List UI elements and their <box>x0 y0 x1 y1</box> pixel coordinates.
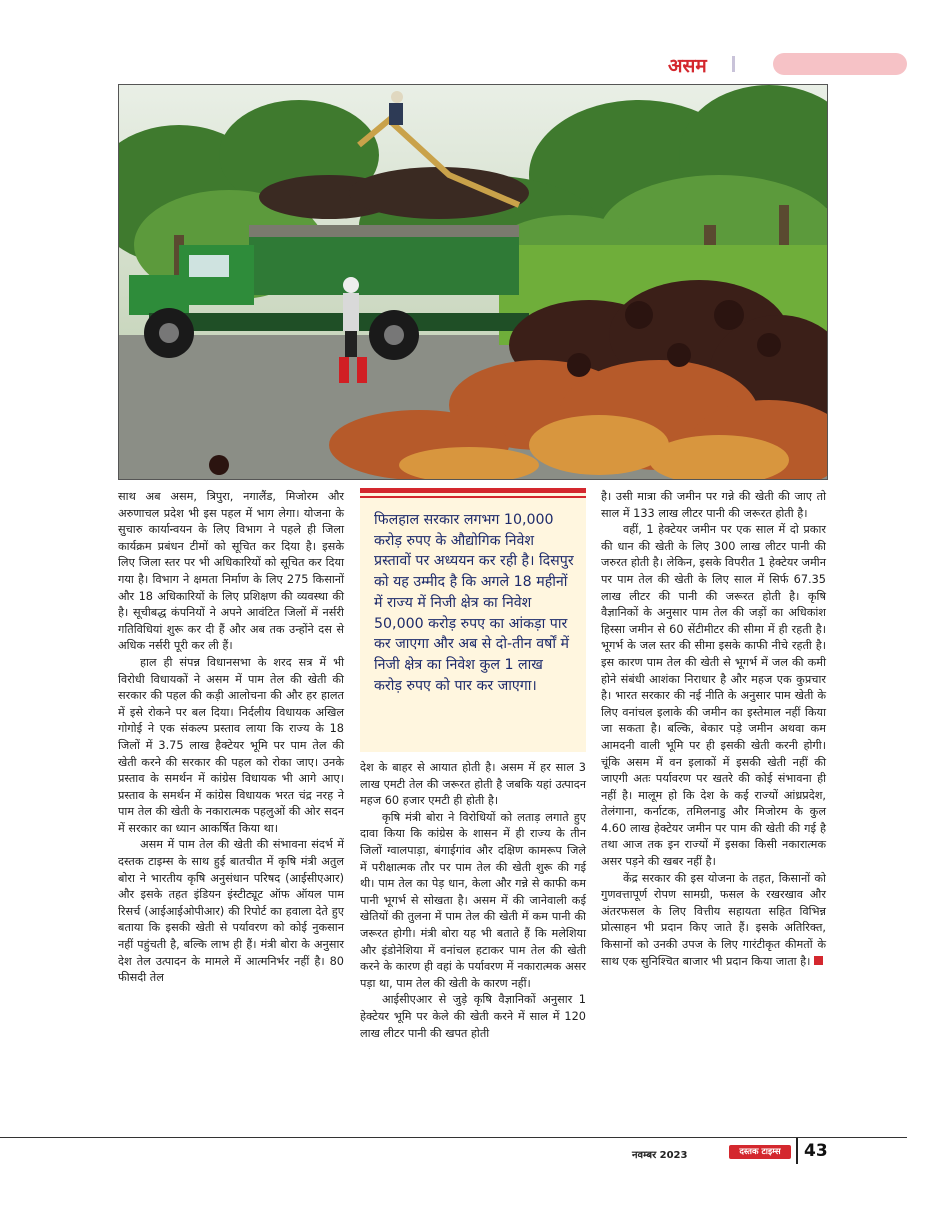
header-divider <box>732 56 735 72</box>
magazine-brand: दस्तक टाइम्स <box>729 1145 791 1159</box>
footer-divider <box>796 1138 798 1164</box>
pull-quote-rule <box>360 496 586 498</box>
article-column-1 <box>118 489 344 987</box>
paragraph: वहीं, 1 हेक्टेयर जमीन पर एक साल में दो प्रकार की धान की खेती के लिए 300 लाख लीटर पानी की जरुरत होती है। लेकिन, इसके विपरीत 1 हेक्टेयर जमीन पर पाम तेल की खेती के लिए साल में सिर्फ 67.35 लाख लीटर की पानी की जरूरत होती है। कृषि वैज्ञानिकों के अनुसार पाम तेल की जड़ों का अधिकांश हिस्सा जमीन से 60 सेंटीमीटर की सीमा में ही रहती है। भूगर्भ के जल स्तर की सीमा इसके काफी नीचे रहती है। इस कारण पाम तेल की खेती से भूगर्भ में जल की कमी होने संबंधी आशंका निराधार है और महज एक कुप्रचार है। भारत सरकार की नई नीति के अनुसार पाम खेती के लिए वनांचल इलाके की जमीन का इस्तेमाल नहीं किया जा सकता है। बल्कि, बेकार पड़े जमीन अथवा कम आमदनी वाली भूमि पर ही इसकी खेती करनी होगी। चूंकि असम में वन इलाकों में इसकी खेती नहीं की जाएगी अतः पर्यावरण पर खतरे की कोई संभावना ही नहीं है। मालूम हो कि देश के कई राज्यों आंध्रप्रदेश, तेलंगाना, कर्नाटक, तमिलनाडु और मिजोरम के कुल 4.60 लाख हेक्टेयर जमीन पर पाम की खेती की गई है तथा आज तक इन राज्यों में इसका किसी नकारात्मक असर पड़ने की खबर नहीं है। <box>601 523 826 869</box>
paragraph: आईसीएआर से जुड़े कृषि वैज्ञानिकों अनुसार 1 हेक्टेयर भूमि पर केले की खेती करने में साल में 120 लाख लीटर पानी की खपत होती <box>360 993 586 1040</box>
paragraph: कृषि मंत्री बोरा ने विरोधियों को लताड़ लगाते हुए दावा किया कि कांग्रेस के शासन में ही राज्य के तीन जिलों ग्वालपाड़ा, बंगाईगांव और दक्षिण कामरूप जिले में परीक्षात्मक तौर पर पाम तेल की खेती शुरू की गई थी। पाम तेल का पेड़ धान, केला और गन्ने से काफी कम पानी भूगर्भ से सोखता है। असम में की जानेवाली कई खेतियों की तुलना में पाम तेल की खेती में कम पानी की जरूरत होगी। मंत्री बोरा यह भी बताते हैं कि मलेशिया और इंडोनेशिया में वनांचल हटाकर पाम तेल की खेती करने के कारण ही वहां के पर्यावरण में नकारात्मक असर पड़ा था, पाम तेल की खेती के कारण नहीं। <box>360 810 586 990</box>
article-photo <box>118 84 828 480</box>
paragraph: हाल ही संपन्न विधानसभा के शरद सत्र में भी विरोधी विधायकों ने असम में पाम तेल की खेती की सरकार की पहल की कड़ी आलोचना की और हर हालत में इसे रोकने पर बल दिया। निर्दलीय विधायक अखिल गोगोई ने एक संकल्प प्रस्ताव लाया कि राज्य के 18 जिलों में 3.75 लाख हैक्टेयर भूमि पर पाम तेल की खेती करने की सरकार की पहल को रोका जाए। उनके प्रस्ताव के समर्थन में कांग्रेस विधायक भी आगे आए। प्रस्ताव के समर्थन में कांग्रेस विधायक भरत चंद्र नरह ने पाम तेल की खेती के नकारात्मक पहलुओं की ओर सदन में सरकार का ध्यान आकर्षित किया था। <box>118 655 344 835</box>
page-header <box>0 48 945 80</box>
pull-quote-rule <box>360 488 586 493</box>
article-column-2 <box>360 760 586 1042</box>
paragraph: साथ अब असम, त्रिपुरा, नगालैंड, मिजोरम और अरुणाचल प्रदेश भी इस पहल में भाग लेगा। योजना के सुचारु कार्यान्वयन के लिए विभाग ने पहले ही जिला कार्यक्रम प्रबंधन टीमों को सूचित कर दिया है। इसके लिए जिला स्तर पर भी अधिकारियों को सूचित कर दिया गया है। विभाग ने क्षमता निर्माण के लिए 275 किसानों और 18 अधिकारियों के लिए प्रशिक्षण की व्यवस्था की है। सूचीबद्ध कंपनियों ने अपने आवंटित जिलों में नर्सरी गतिविधियां शुरू कर दी हैं और अब तक उन्होंने दस से अधिक नर्सरी पूरी कर ली हैं। <box>118 490 344 653</box>
pull-quote-text: फिलहाल सरकार लगभग 10,000 करोड़ रुपए के औद्योगिक निवेश प्रस्तावों पर अध्ययन कर रही है। दिसपुर को यह उम्मीद है कि अगले 18 महीनों में राज्य में निजी क्षेत्र का निवेश 50,000 करोड़ रुपए का आंकड़ा पार कर जाएगा और अब से दो-तीन वर्षों में निजी क्षेत्र का निवेश कुल 1 लाख करोड़ रुपए को पार कर जाएगा। <box>374 512 574 694</box>
page-number: 43 <box>804 1141 828 1161</box>
header-pill-decoration <box>773 53 907 75</box>
article-column-3 <box>601 489 826 970</box>
paragraph: असम में पाम तेल की खेती की संभावना संदर्भ में दस्तक टाइम्स के साथ हुई बातचीत में कृषि मंत्री अतुल बोरा ने भारतीय कृषि अनुसंधान परिषद (आईसीएआर) और इसके तहत इंडियन इंस्टीट्यूट ऑफ ऑयल पाम रिसर्च (आईआईओपीआर) की रिपोर्ट का हवाला देते हुए बताया कि इसकी खेती से पर्यावरण को कोई नुकसान नहीं पहुंचती है, बल्कि लाभ ही हैं। मंत्री बोरा के अनुसार देश तेल उत्पादन के मामले में आत्मनिर्भर नहीं है। 80 फीसदी तेल <box>118 838 344 985</box>
page-footer <box>0 1138 945 1168</box>
paragraph: देश के बाहर से आयात होती है। असम में हर साल 3 लाख एमटी तेल की जरूरत होती है जबकि यहां उत्पादन महज 60 हजार एमटी ही होती है। <box>360 761 586 808</box>
issue-month: नवम्बर 2023 <box>632 1150 688 1161</box>
article-end-mark <box>814 956 823 965</box>
paragraph: है। उसी मात्रा की जमीन पर गन्ने की खेती की जाए तो साल में 133 लाख लीटर पानी की जरूरत होती है। <box>601 490 826 520</box>
paragraph <box>601 871 826 971</box>
palm-harvest-illustration <box>119 85 827 479</box>
section-label: असम <box>668 55 707 77</box>
paragraph-text: केंद्र सरकार की इस योजना के तहत, किसानों को गुणवत्तापूर्ण रोपण सामग्री, फसल के रखरखाव और अंतरफसल के लिए वित्तीय सहायता सहित विभिन्न प्रोत्साहन भी प्रदान किए जाते हैं। इसके अतिरिक्त, किसानों को उनकी उपज के लिए गारंटीकृत कीमतों के साथ एक सुनिश्चित बाजार भी प्रदान किया जाता है। <box>601 871 826 968</box>
pull-quote-box <box>360 488 586 752</box>
